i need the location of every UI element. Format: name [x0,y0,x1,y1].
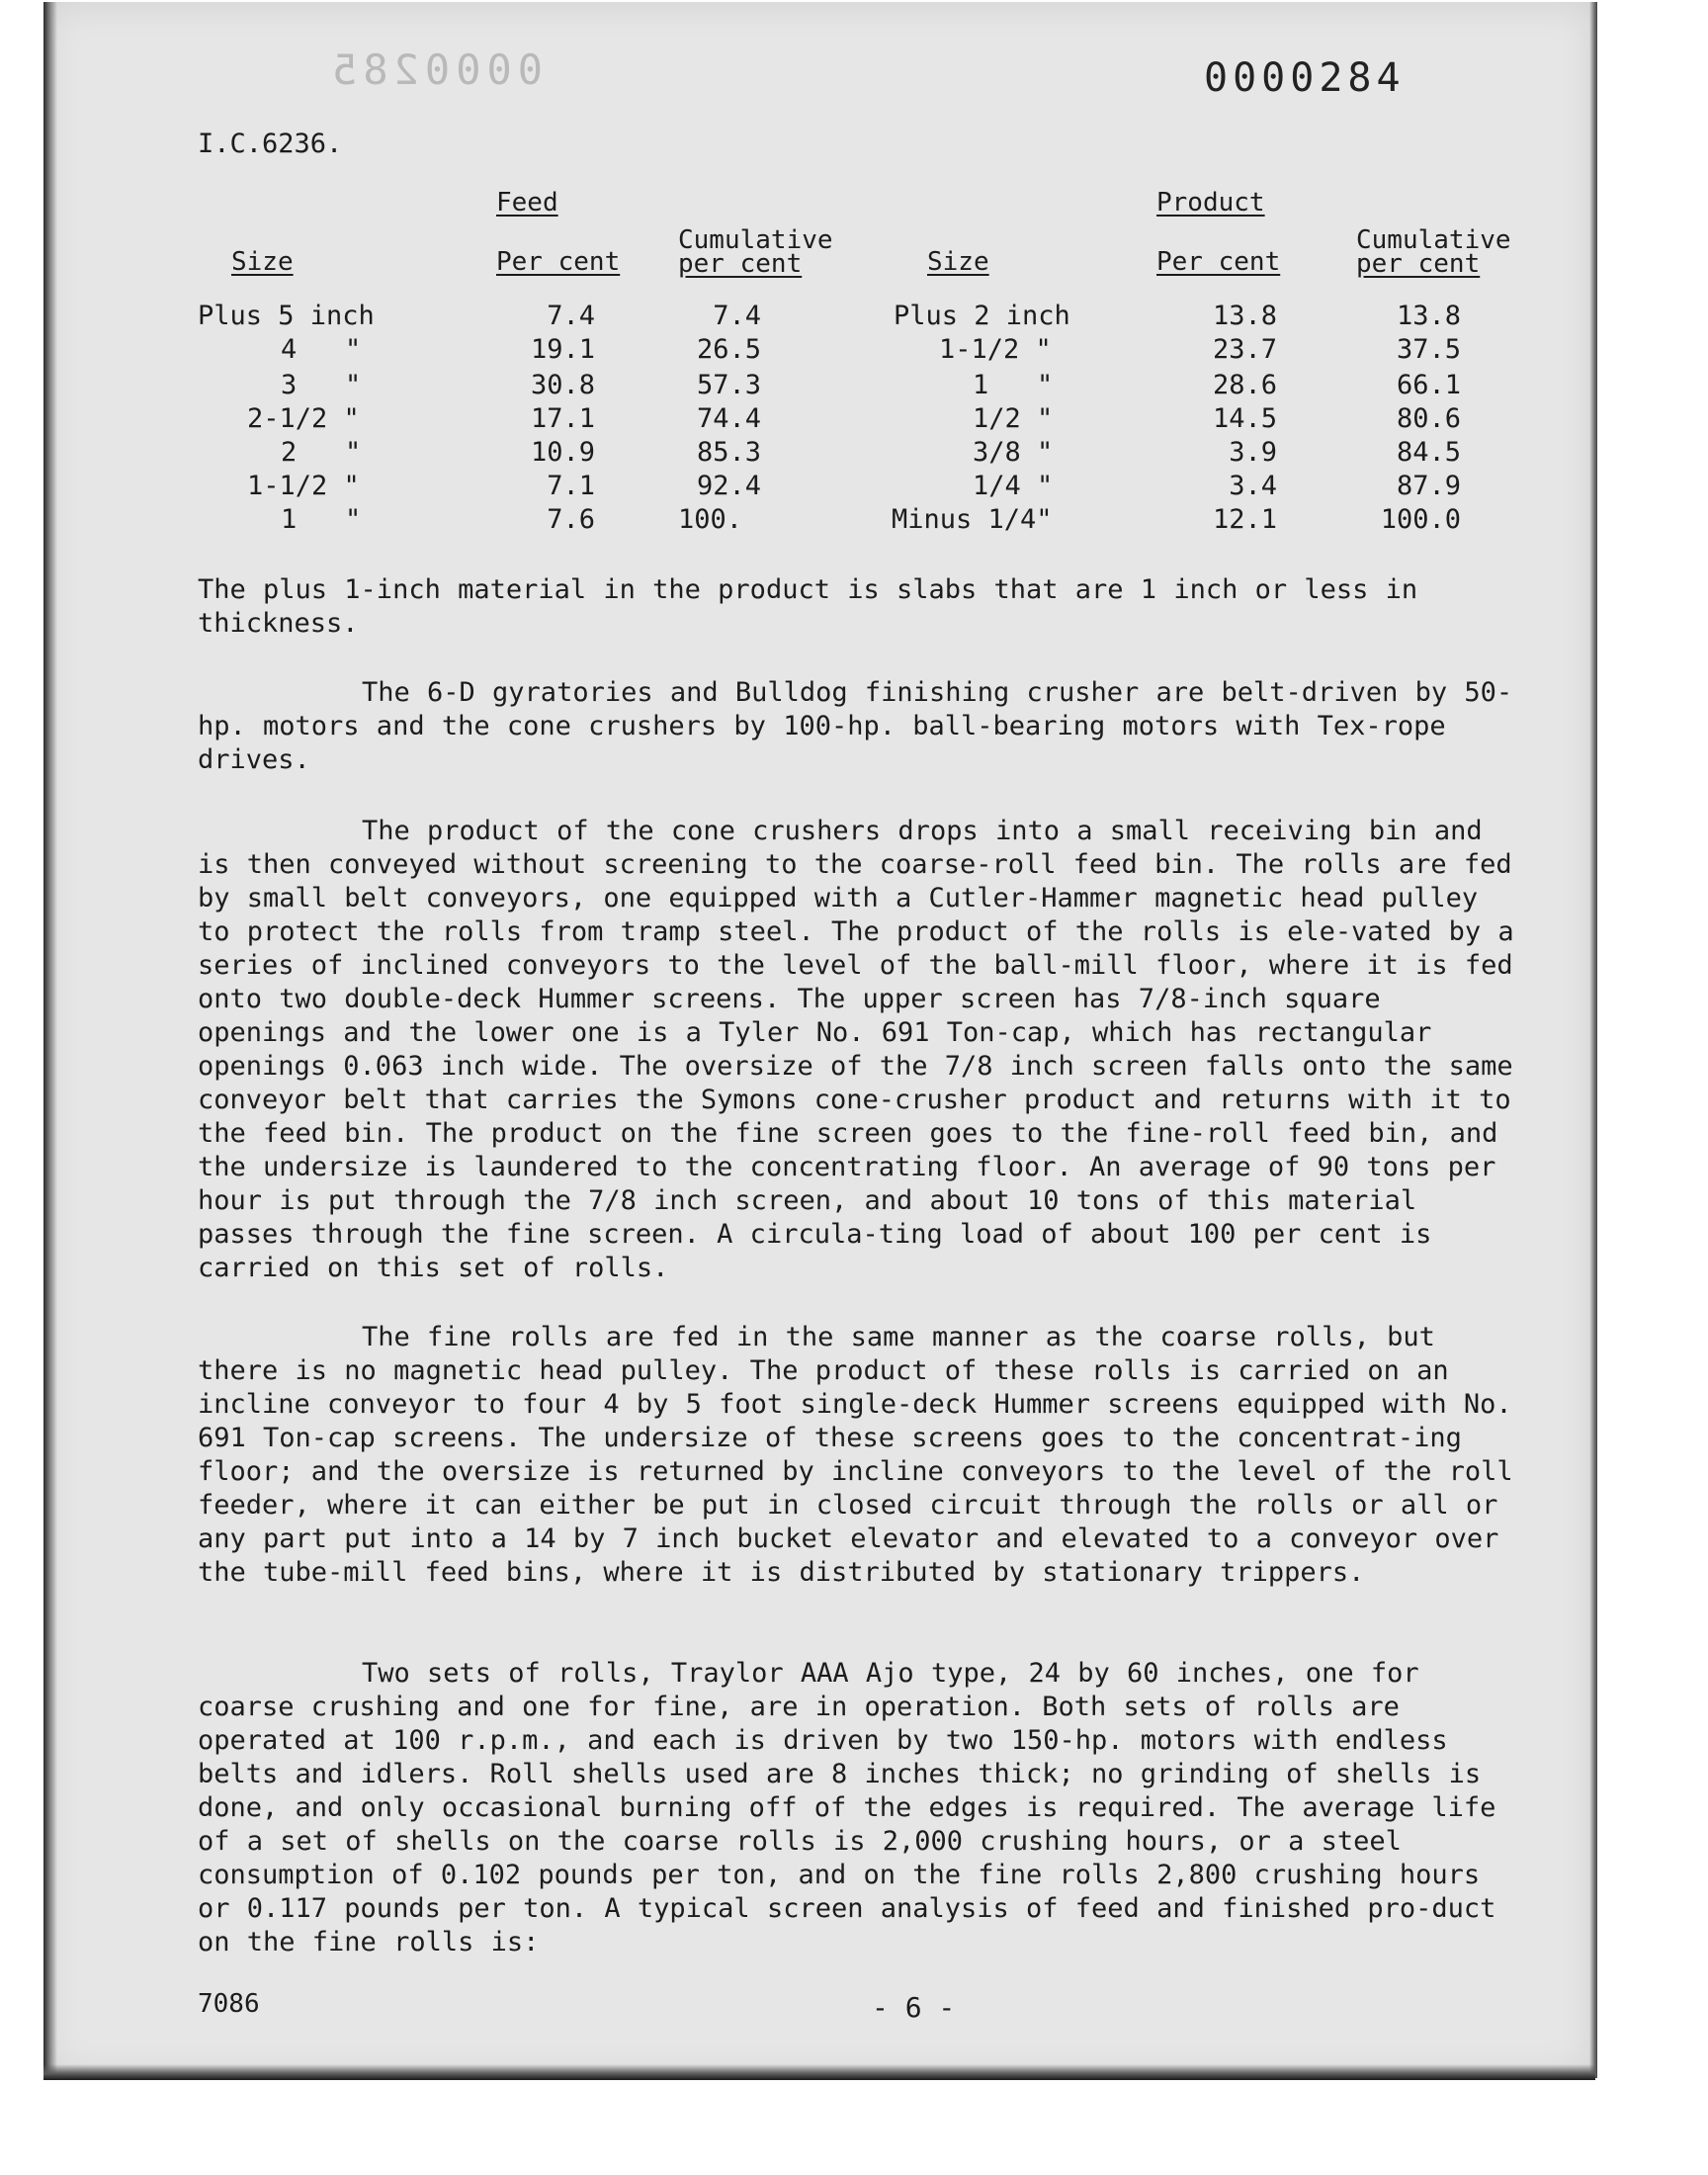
feed-size-cell: 3 " [281,370,362,400]
feed-percent-cell: 7.4 [547,301,595,331]
product-cumulative-cell: 100.0 [1380,504,1461,535]
feed-size-cell: 1 " [281,504,362,535]
paragraph-coarse-rolls: The product of the cone crushers drops into a small receiving bin and is then conveyed without screening to the coarse-roll feed bin. The rolls are fed by small belt conveyors, one equipped with a Cutler-Hammer magnetic head pulley to protect the rolls from tramp steel. The product of the rolls is ele-vated by a series of inclined conveyors to the level of the ball-mill floor, where it is fed onto two double-deck Hummer screens. The upper screen has 7/8-inch square openings and the lower one is a Tyler No. 691 Ton-cap, which has rectangular openings 0.063 inch wide. The oversize of the 7/8 inch screen falls onto the same conveyor belt that carries the Symons cone-crusher product and returns with it to the feed bin. The product on the fine screen goes to the fine-roll feed bin, and the undersize is laundered to the concentrating floor. An average of 90 tons per hour is put through the 7/8 inch screen, and about 10 tons of this material passes through the fine screen. A circula-ting load of about 100 per cent is carried on this set of rolls. [198,816,1514,1283]
feed-cumulative-cell: 57.3 [696,370,761,400]
feed-size-cell: Plus 5 inch [198,301,375,331]
feed-cumulative-cell: 74.4 [696,403,761,434]
feed-percent-cell: 7.1 [547,471,595,501]
product-cumulative-header-line2: per cent [1356,249,1481,279]
product-percent-cell: 23.7 [1212,334,1277,365]
product-percent-cell: 3.9 [1229,437,1277,468]
page-bottom-edge [43,2064,1595,2080]
product-size-cell: 1 " [973,370,1054,400]
feed-cumulative-header-line2: per cent [678,249,803,279]
feed-percent-cell: 17.1 [530,403,595,434]
page-number: - 6 - [872,1991,956,2024]
product-size-cell: Minus 1/4" [892,504,1053,535]
product-cumulative-cell: 37.5 [1396,334,1461,365]
product-cumulative-cell: 13.8 [1396,301,1461,331]
feed-size-header: Size [231,247,294,277]
product-percent-cell: 13.8 [1212,301,1277,331]
product-size-cell: 3/8 " [973,437,1054,468]
feed-cumulative-cell: 7.4 [713,301,761,331]
product-group-header: Product [1156,188,1265,218]
feed-cumulative-cell: 92.4 [696,471,761,501]
feed-cumulative-cell: 26.5 [696,334,761,365]
product-percent-header: Per cent [1156,247,1281,277]
footer-code: 7086 [198,1989,260,2019]
product-size-header: Size [927,247,989,277]
feed-cumulative-cell: 85.3 [696,437,761,468]
feed-size-cell: 4 " [281,334,362,365]
feed-group-header: Feed [496,188,558,218]
circular-code: I.C.6236. [198,129,343,159]
product-cumulative-cell: 80.6 [1396,403,1461,434]
feed-cumulative-header-line1: Cumulative [678,225,833,255]
product-size-cell: 1-1/2 " [939,334,1052,365]
page-right-edge [1589,2,1597,2078]
document-number-stamp: 0000284 [1204,55,1406,101]
paragraph-plus-inch-note: The plus 1-inch material in the product is slabs that are 1 inch or less in thickness. [198,574,1418,639]
paragraph-crusher-drives: The 6-D gyratories and Bulldog finishing crusher are belt-driven by 50-hp. motors and the cone crushers by 100-hp. ball-bearing motors with Tex-rope drives. [198,677,1513,775]
product-percent-cell: 3.4 [1229,471,1277,501]
product-cumulative-cell: 84.5 [1396,437,1461,468]
bleed-through-number: 0000285 [326,45,544,94]
feed-size-cell: 2-1/2 " [247,403,360,434]
product-size-cell: 1/4 " [973,471,1054,501]
product-cumulative-cell: 66.1 [1396,370,1461,400]
product-percent-cell: 28.6 [1212,370,1277,400]
page-left-edge [43,2,57,2078]
product-size-cell: Plus 2 inch [894,301,1070,331]
feed-size-cell: 1-1/2 " [247,471,360,501]
paragraph-fine-rolls: The fine rolls are fed in the same manner as the coarse rolls, but there is no magnetic head pulley. The product of these rolls is carried on an incline conveyor to four 4 by 5 foot single-deck Hummer screens equipped with No. 691 Ton-cap screens. The undersize of these screens goes to the concentrat-ing floor; and the oversize is returned by incline conveyors to the level of the roll feeder, where it can either be put in closed circuit through the rolls or all or any part put into a 14 by 7 inch bucket elevator and elevated to a conveyor over the tube-mill feed bins, where it is distributed by stationary trippers. [198,1322,1513,1588]
product-percent-cell: 12.1 [1212,504,1277,535]
product-percent-cell: 14.5 [1212,403,1277,434]
paragraph-roll-sets: Two sets of rolls, Traylor AAA Ajo type, 24 by 60 inches, one for coarse crushing and one for fine, are in operation. Both sets of rolls are operated at 100 r.p.m., and each is driven by two 150-hp. motors with endless belts and idlers. Roll shells used are 8 inches thick; no grinding of shells is done, and only occasional burning off of the edges is required. The average life of a set of shells on the coarse rolls is 2,000 crushing hours, or a steel consumption of 0.102 pounds per ton, and on the fine rolls 2,800 crushing hours or 0.117 pounds per ton. A typical screen analysis of feed and finished pro-duct on the fine rolls is: [198,1658,1496,1958]
feed-size-cell: 2 " [281,437,362,468]
feed-percent-cell: 30.8 [530,370,595,400]
feed-percent-cell: 7.6 [547,504,595,535]
feed-cumulative-cell: 100. [678,504,743,535]
product-cumulative-header-line1: Cumulative [1356,225,1511,255]
feed-percent-header: Per cent [496,247,621,277]
product-size-cell: 1/2 " [973,403,1054,434]
feed-percent-cell: 10.9 [530,437,595,468]
feed-percent-cell: 19.1 [530,334,595,365]
product-cumulative-cell: 87.9 [1396,471,1461,501]
